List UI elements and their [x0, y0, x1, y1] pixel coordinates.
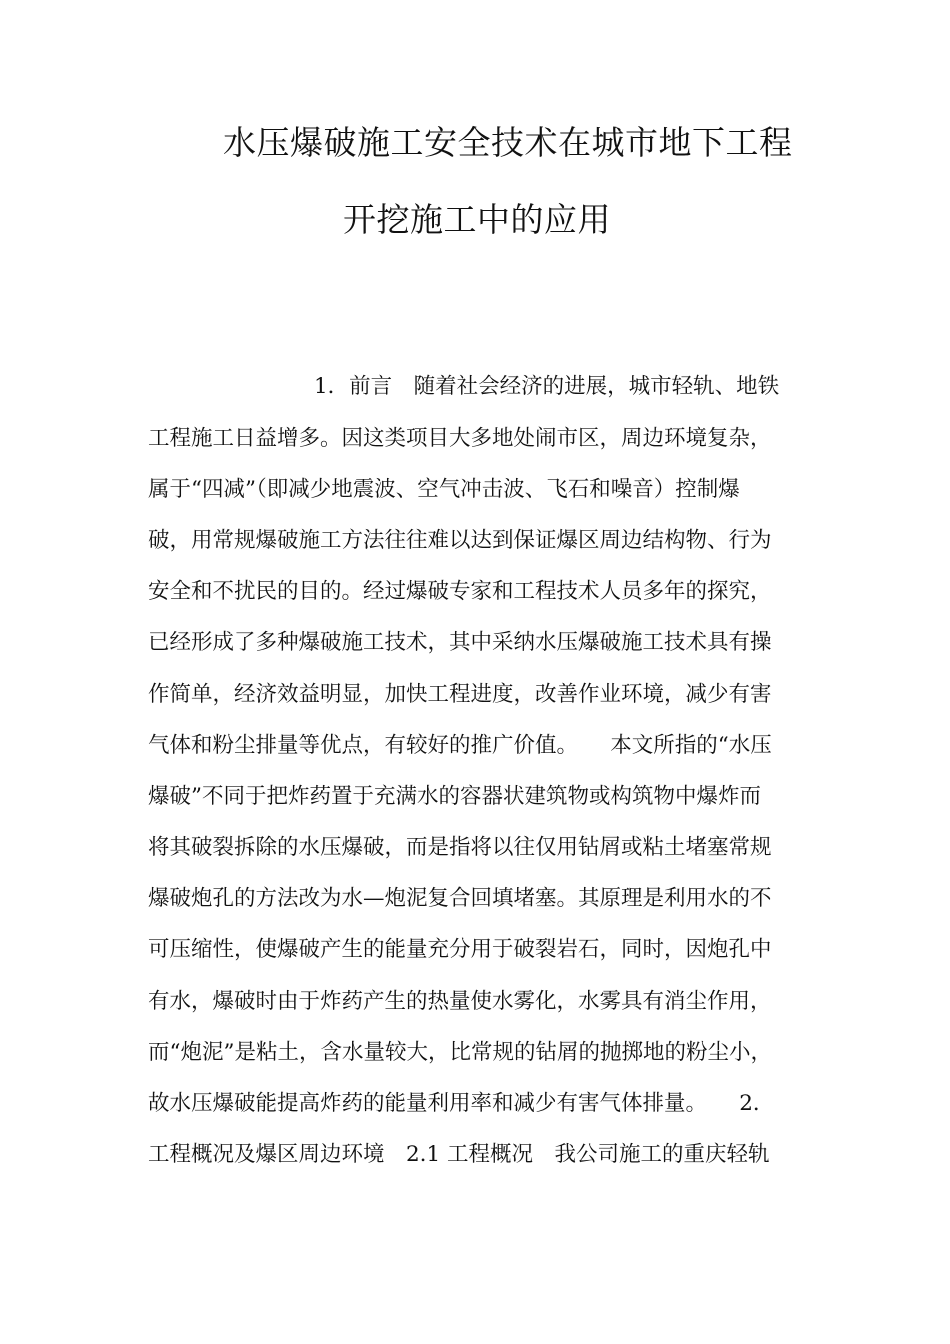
- body-line: 可压缩性，使爆破产生的能量充分用于破裂岩石，同时，因炮孔中: [148, 937, 772, 962]
- body-line: 工程概况及爆区周边环境 2.1 工程概况 我公司施工的重庆轻轨: [148, 1142, 770, 1167]
- body-line: 1．前言 随着社会经济的进展，城市轻轨、地铁: [314, 374, 780, 399]
- body-line: 作简单，经济效益明显，加快工程进度，改善作业环境，减少有害: [148, 682, 772, 707]
- document-title-line-2: 开挖施工中的应用: [343, 200, 611, 239]
- body-line: 属于“四减”（即减少地震波、空气冲击波、飞石和噪音）控制爆: [148, 477, 740, 502]
- body-line: 工程施工日益增多。因这类项目大多地处闹市区，周边环境复杂，: [148, 426, 772, 451]
- body-line: 安全和不扰民的目的。经过爆破专家和工程技术人员多年的探究，: [148, 579, 772, 604]
- body-line: 故水压爆破能提高炸药的能量利用率和减少有害气体排量。 2．: [148, 1091, 775, 1116]
- body-line: 破，用常规爆破施工方法往往难以达到保证爆区周边结构物、行为: [148, 528, 772, 553]
- body-line: 气体和粉尘排量等优点，有较好的推广价值。 本文所指的“水压: [148, 733, 772, 758]
- body-line: 已经形成了多种爆破施工技术，其中采纳水压爆破施工技术具有操: [148, 630, 772, 655]
- body-line: 将其破裂拆除的水压爆破，而是指将以往仅用钻屑或粘土堵塞常规: [148, 835, 772, 860]
- body-line: 而“炮泥”是粘土，含水量较大，比常规的钻屑的抛掷地的粉尘小，: [148, 1040, 772, 1065]
- body-line: 爆破”不同于把炸药置于充满水的容器状建筑物或构筑物中爆炸而: [148, 784, 761, 809]
- body-line: 有水，爆破时由于炸药产生的热量使水雾化，水雾具有消尘作用，: [148, 989, 772, 1014]
- body-line: 爆破炮孔的方法改为水—炮泥复合回填堵塞。其原理是利用水的不: [148, 886, 772, 911]
- document-title-line-1: 水压爆破施工安全技术在城市地下工程: [223, 123, 793, 162]
